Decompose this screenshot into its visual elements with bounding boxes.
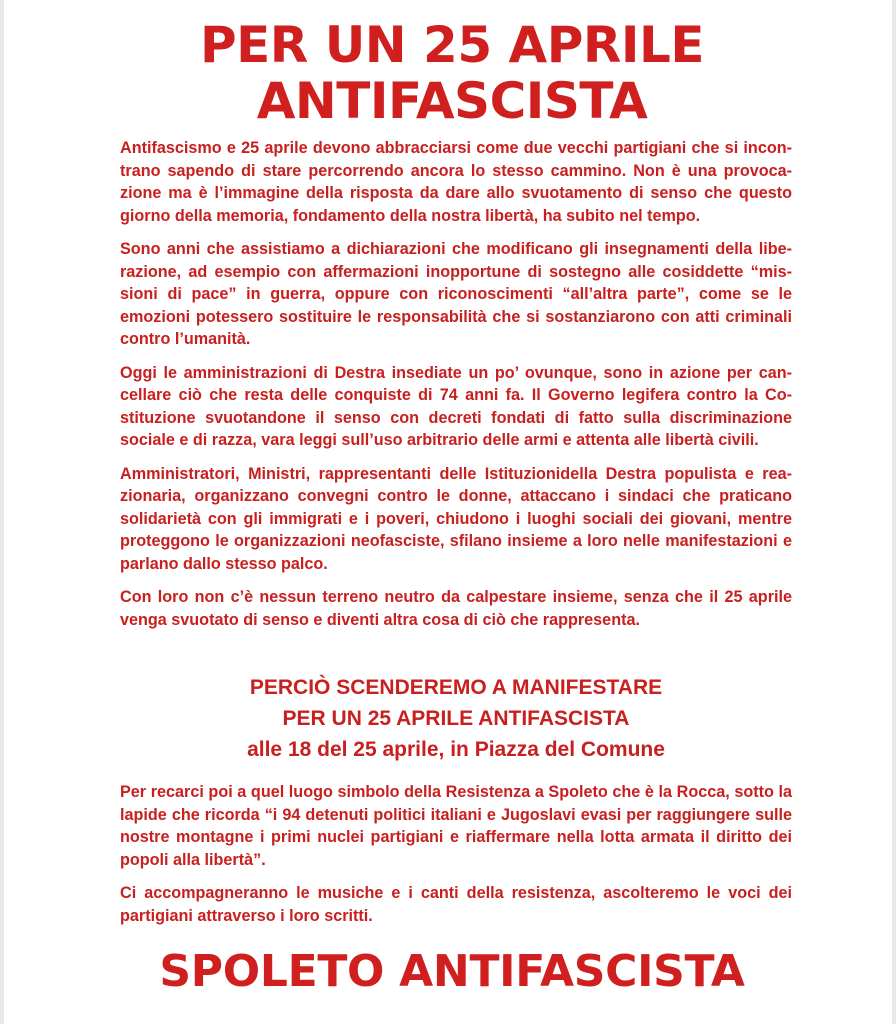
callout-line-1: PERCIÒ SCENDEREMO A MANIFESTARE [249, 676, 663, 699]
paragraph-3: Oggi le amministrazioni di Destra insediate un po’ ovunque, sono in azione per cancellare ciò che resta delle conquiste di 74 anni fa. Il Governo legifera contro la Costituzione svuotandone il senso con decreti fondati di fatto sulla discriminazione sociale e di razza, vara leggi sull’uso arbitrario delle armi e attenta alle libertà civili. [120, 363, 792, 449]
paragraph-1: Antifascismo e 25 aprile devono abbracciarsi come due vecchi partigiani che si incontrano sapendo di stare percorrendo ancora lo stesso cammino. Non è una provocazione ma è l’immagine della risposta da dare allo svuotamento di senso che questo giorno della memoria, fondamento della nostra libertà, ha subito nel tempo. [120, 139, 792, 225]
signature: SPOLETO ANTIFASCISTA [159, 946, 745, 997]
callout-line-3: alle 18 del 25 aprile, in Piazza del Comune [247, 738, 665, 761]
body-text [120, 137, 792, 642]
paragraph-2: Sono anni che assistiamo a dichiarazioni che modificano gli insegnamenti della liberazione, ad esempio con affermazioni inopportune di sostegno alle cosiddette “missioni di pace” in guerra, oppure con riconoscimenti “all’altra parte”, come se le emozioni potessero sostituire le responsabilità che si sostanziarono con atti criminali contro l’umanità. [120, 240, 792, 348]
poster-title-line-2: ANTIFASCISTA [256, 72, 648, 130]
paragraph-4: Amministratori, Ministri, rappresentanti delle Istituzionidella Destra populista e reazionaria, organizzano convegni contro le donne, attaccano i sindaci che praticano solidarietà con gli immigrati e i poveri, chiudono i luoghi sociali dei giovani, mentre proteggono le organizzazioni neofasciste, sfilano insieme a loro nelle manifestazioni e parlano dallo stesso palco. [120, 464, 792, 573]
closing-paragraph-1: Per recarci poi a quel luogo simbolo della Resistenza a Spoleto che è la Rocca, sotto la lapide che ricorda “i 94 detenuti politici italiani e Jugoslavi evasi per raggiungere sulle nostre montagne i primi nuclei partigiani e riaffermare nella lotta armata il diritto dei popoli alla libertà”. [120, 783, 792, 869]
paragraph-5: Con loro non c’è nessun terreno neutro da calpestare insieme, senza che il 25 aprile venga svuotato di senso e diventi altra cosa di ciò che rappresenta. [120, 588, 792, 629]
event-callout [120, 672, 792, 765]
poster-title-line-1: PER UN 25 APRILE [199, 16, 704, 74]
closing-text [120, 781, 792, 938]
closing-paragraph-2: Ci accompagneranno le musiche e i canti della resistenza, ascolteremo le voci dei partigiani attraverso i loro scritti. [120, 884, 792, 925]
callout-line-2: PER UN 25 APRILE ANTIFASCISTA [282, 707, 630, 730]
